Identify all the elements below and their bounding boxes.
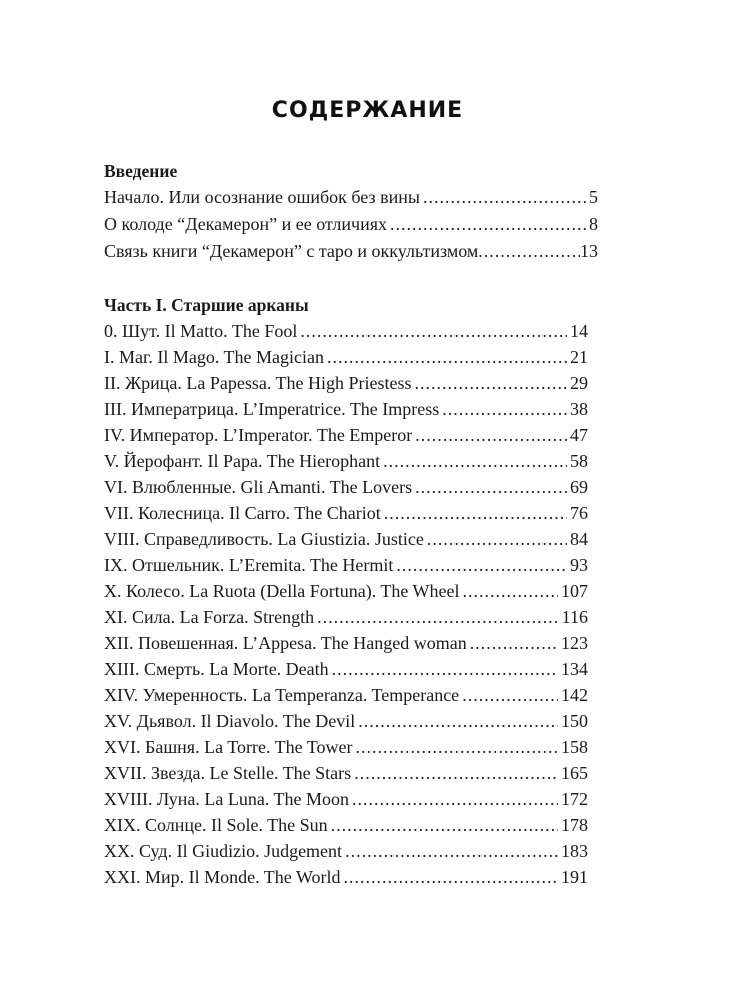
- toc-entry[interactable]: [104, 658, 588, 680]
- page-number: 191: [561, 867, 588, 887]
- toc-entry[interactable]: [104, 632, 588, 654]
- entry-title: О колоде “Декамерон” и ее отличиях: [104, 214, 388, 234]
- entry-title: XIII. Смерть. La Morte. Death: [104, 659, 329, 679]
- toc-entry[interactable]: [104, 528, 588, 550]
- page-number: 5: [589, 187, 598, 207]
- dot-leader: [442, 398, 567, 420]
- page-number: 134: [561, 659, 588, 679]
- page-number: 178: [561, 815, 588, 835]
- toc-entry[interactable]: [104, 240, 598, 262]
- entry-title: IV. Император. L’Imperator. The Emperor: [104, 425, 413, 445]
- page-number: 8: [589, 214, 598, 234]
- entry-title: VIII. Справедливость. La Giustizia. Justice: [104, 529, 424, 549]
- page-number: 93: [570, 555, 588, 575]
- toc-entry[interactable]: [104, 710, 588, 732]
- page-number: 47: [570, 425, 588, 445]
- page-number: 29: [570, 373, 588, 393]
- toc-entry[interactable]: [104, 554, 588, 576]
- entry-title: XVII. Звезда. Le Stelle. The Stars: [104, 763, 352, 783]
- page-number: 142: [561, 685, 588, 705]
- dot-leader: [327, 346, 567, 368]
- toc-entry[interactable]: [104, 320, 588, 342]
- toc-entry[interactable]: [104, 762, 588, 784]
- page-number: 21: [570, 347, 588, 367]
- toc-entry[interactable]: [104, 736, 588, 758]
- entry-title: Связь книги “Декамерон” с таро и оккультизмом: [104, 241, 479, 261]
- entry-title: XV. Дьявол. Il Diavolo. The Devil: [104, 711, 356, 731]
- page-number: 13: [580, 241, 598, 261]
- dot-leader: [300, 320, 567, 342]
- section-heading-part-1: Часть I. Старшие арканы: [104, 295, 309, 315]
- toc-entry[interactable]: [104, 840, 588, 862]
- dot-leader: [354, 762, 558, 784]
- dot-leader: [344, 866, 559, 888]
- toc-entry[interactable]: [104, 346, 588, 368]
- page-number: 14: [570, 321, 588, 341]
- toc-entry[interactable]: [104, 606, 588, 628]
- page-number: 123: [561, 633, 588, 653]
- toc-entry[interactable]: [104, 502, 588, 524]
- dot-leader: [463, 580, 558, 602]
- dot-leader: [415, 476, 567, 498]
- toc-entry[interactable]: [104, 213, 598, 235]
- page-number: 172: [561, 789, 588, 809]
- page-number: 116: [561, 607, 588, 627]
- entry-title: I. Маг. Il Mago. The Magician: [104, 347, 324, 367]
- toc-entry[interactable]: [104, 814, 588, 836]
- entry-title: XVI. Башня. La Torre. The Tower: [104, 737, 353, 757]
- entry-title: II. Жрица. La Papessa. The High Priestess: [104, 373, 412, 393]
- entry-title: 0. Шут. Il Matto. The Fool: [104, 321, 298, 341]
- page-number: 107: [561, 581, 588, 601]
- entry-title: XX. Суд. Il Giudizio. Judgement: [104, 841, 343, 861]
- entry-title: VI. Влюбленные. Gli Amanti. The Lovers: [104, 477, 413, 497]
- dot-leader: [356, 736, 558, 758]
- dot-leader: [396, 554, 567, 576]
- entry-title: XXI. Мир. Il Monde. The World: [104, 867, 341, 887]
- entry-title: V. Йерофант. Il Papa. The Hierophant: [104, 451, 381, 471]
- dot-leader: [384, 502, 567, 524]
- entry-title: XIX. Солнце. Il Sole. The Sun: [104, 815, 328, 835]
- page-number: 84: [570, 529, 588, 549]
- dot-leader: [317, 606, 559, 628]
- page-title: СОДЕРЖАНИЕ: [271, 98, 464, 123]
- dot-leader: [427, 528, 567, 550]
- dot-leader: [345, 840, 558, 862]
- dot-leader: [358, 710, 558, 732]
- entry-title: IX. Отшельник. L’Eremita. The Hermit: [104, 555, 394, 575]
- toc-entry[interactable]: [104, 424, 588, 446]
- toc-entry[interactable]: [104, 684, 588, 706]
- entry-title: X. Колесо. La Ruota (Della Fortuna). The Wheel: [104, 581, 460, 601]
- toc-entry[interactable]: [104, 186, 598, 208]
- toc-entry[interactable]: [104, 450, 588, 472]
- dot-leader: [332, 658, 558, 680]
- dot-leader: [478, 240, 580, 262]
- dot-leader: [390, 213, 586, 235]
- toc-entry[interactable]: [104, 372, 588, 394]
- toc-entry[interactable]: [104, 476, 588, 498]
- dot-leader: [415, 372, 567, 394]
- dot-leader: [352, 788, 558, 810]
- page-number: 150: [561, 711, 588, 731]
- page-number: 69: [570, 477, 588, 497]
- page-number: 165: [561, 763, 588, 783]
- toc-entry[interactable]: [104, 580, 588, 602]
- dot-leader: [423, 186, 586, 208]
- page-number: 183: [561, 841, 588, 861]
- dot-leader: [415, 424, 567, 446]
- page-number: 76: [570, 503, 588, 523]
- toc-entry[interactable]: [104, 866, 588, 888]
- page-number: 58: [570, 451, 588, 471]
- entry-title: III. Императрица. L’Imperatrice. The Impress: [104, 399, 440, 419]
- entry-title: XII. Повешенная. L’Appesa. The Hanged woman: [104, 633, 467, 653]
- page-number: 38: [570, 399, 588, 419]
- dot-leader: [470, 632, 558, 654]
- section-heading-intro: Введение: [104, 161, 178, 181]
- entry-title: XI. Сила. La Forza. Strength: [104, 607, 315, 627]
- toc-entry[interactable]: [104, 788, 588, 810]
- dot-leader: [462, 684, 558, 706]
- entry-title: VII. Колесница. Il Carro. The Chariot: [104, 503, 381, 523]
- entry-title: XIV. Умеренность. La Temperanza. Temperance: [104, 685, 460, 705]
- page-number: 158: [561, 737, 588, 757]
- entry-title: Начало. Или осознание ошибок без вины: [104, 187, 420, 207]
- entry-title: XVIII. Луна. La Luna. The Moon: [104, 789, 349, 809]
- dot-leader: [331, 814, 558, 836]
- dot-leader: [383, 450, 567, 472]
- toc-entry[interactable]: [104, 398, 588, 420]
